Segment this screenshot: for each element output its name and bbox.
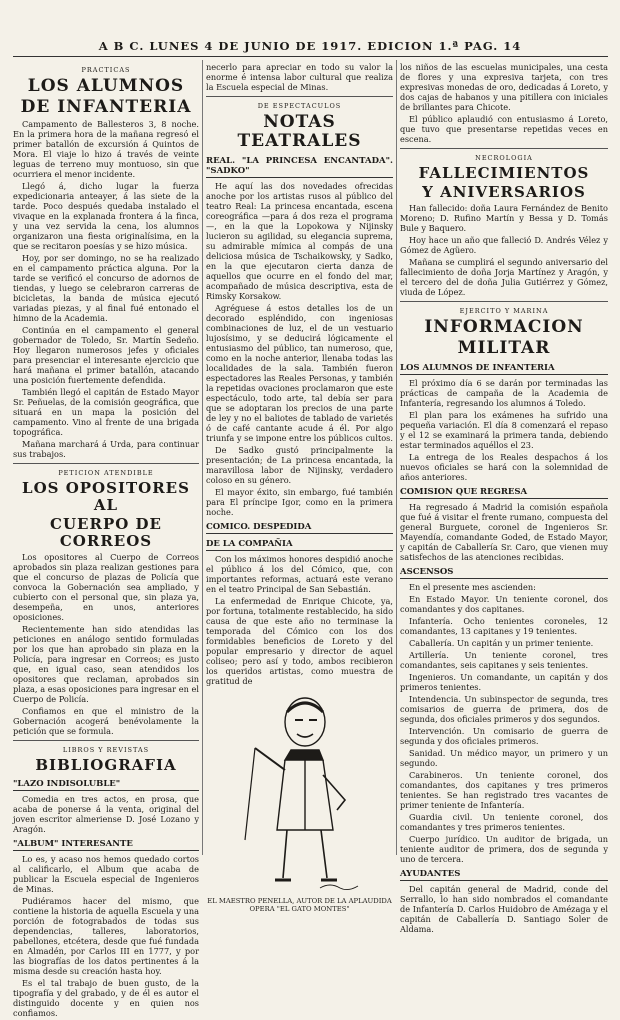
artist-signature xyxy=(320,885,358,890)
section-rule xyxy=(13,740,199,741)
paragraph: Carabineros. Un teniente coronel, dos comandantes, dos capitanes y tres primeros tenientes. Se han registrado tres vacantes de primer teniente de Infantería. xyxy=(400,770,608,810)
section-label: EJERCITO Y MARINA xyxy=(459,307,549,315)
paragraph: También llegó el capitán de Estado Mayor Sr. Peñuelas, de la comisión geográfica, que situará en un mapa la posición del campamento. Vino al frente de una brigada topográfica. xyxy=(13,387,199,437)
paragraph: Sanidad. Un médico mayor, un primero y un segundo. xyxy=(400,748,608,768)
paragraph: Caballería. Un capitán y un primer teniente. xyxy=(409,638,594,648)
column-divider-1 xyxy=(202,60,203,855)
paragraph: Los opositores al Cuerpo de Correos aprobados sin plaza realizan gestiones para que el concurso de plazas de Policía que convoca la Gobernación sea ampliado, y cubierto con el personal que, sin plaza ya, desempeña, en unos, anteriores oposiciones. xyxy=(13,552,199,622)
paragraph: El próximo día 6 se darán por terminadas las prácticas de campaña de la Academia de Infantería, regresando los alumnos á Toledo. xyxy=(400,378,608,408)
paragraph: Han fallecido: doña Laura Fernández de Benito Moreno; D. Rufino Martín y Bessa y D. Tomás Bule y Baquero. xyxy=(400,203,608,233)
headline: BIBLIOGRAFIA xyxy=(35,756,177,774)
paragraph: Mañana se cumplirá el segundo aniversario del fallecimiento de doña Jorja Martínez y Aragón, y el tercero del de doña Julia Gutiérrez y Gómez, viuda de López. xyxy=(400,257,608,297)
subheading: REAL. "LA PRINCESA ENCANTADA". "SADKO" xyxy=(206,156,393,176)
column-1 xyxy=(13,62,199,1020)
headline: LOS ALUMNOS xyxy=(27,76,185,96)
subheading: AYUDANTES xyxy=(400,868,608,881)
caricature-hair xyxy=(287,703,323,712)
header-rule xyxy=(13,56,608,57)
subheading: LOS ALUMNOS DE INFANTERIA xyxy=(400,362,608,375)
section-rule xyxy=(400,301,608,302)
headline: LOS OPOSITORES AL xyxy=(22,479,190,514)
paragraph: El mayor éxito, sin embargo, fué también para El príncipe Igor, como en la primera noche. xyxy=(206,487,393,517)
subheading: COMICO. DESPEDIDA xyxy=(206,521,393,534)
paragraph: Comedia en tres actos, en prosa, que acaba de ponerse á la venta, original del joven escritor almeriense D. José Lozano y Aragón. xyxy=(13,794,199,834)
headline: INFORMACION xyxy=(424,317,584,337)
paragraph: De Sadko gustó principalmente la presentación; de La princesa encantada, la maravillosa labor de Nijinsky, verdadero coloso en su género. xyxy=(206,445,393,485)
section-label: PRACTICAS xyxy=(81,66,131,74)
paragraph: En el presente mes ascienden: xyxy=(409,582,536,592)
paragraph: necerlo para apreciar en todo su valor la enorme é intensa labor cultural que realiza la Escuela especial de Minas. xyxy=(206,62,393,92)
paragraph: los niños de las escuelas municipales, una cesta de flores y una expresiva tarjeta, con tres expresivas monedas de oro, dedicadas á Loreto, y dos cajas de habanos y una pitillera con iniciales de brillantes para Chicote. xyxy=(400,62,608,112)
caricature-legs xyxy=(283,830,327,878)
paragraph: Confiamos en que el ministro de la Gobernación acogerá benévolamente la petición que se formula. xyxy=(13,706,199,736)
page-header: A B C. LUNES 4 DE JUNIO DE 1917. EDICION 1.ª PAG. 14 xyxy=(98,39,522,53)
caricature-baton xyxy=(245,748,255,840)
paragraph: Mañana marchará á Urda, para continuar sus trabajos. xyxy=(13,439,199,459)
column-2 xyxy=(206,62,393,913)
subheading: DE LA COMPAÑIA xyxy=(206,538,393,551)
paragraph: Continúa en el campamento el general gobernador de Toledo, Sr. Martín Sedeño. Hoy llegaron numerosos jefes y oficiales para presenciar el interesante ejercicio que hará mañana el primer batallón, atacando una posición fuertemente defendida. xyxy=(13,325,199,385)
headline: DE INFANTERIA xyxy=(20,97,192,117)
paragraph: Intervención. Un comisario de guerra de segunda y dos oficiales primeros. xyxy=(400,726,608,746)
column-3 xyxy=(400,62,608,936)
image-caption: EL MAESTRO PENELLA, AUTOR DE LA APLAUDIDA OPERA "EL GATO MONTES" xyxy=(207,897,392,913)
paragraph: Hoy, por ser domingo, no se ha realizado en el campamento práctica alguna. Por la tarde se verificó el concurso de adornos de tiendas, y luego se celebraron carreras de bicicletas, la banda de música ejecutó variadas piezas, y al final fué entonado el himno de la Academia. xyxy=(13,253,199,323)
paragraph: Llegó á, dicho lugar la fuerza expedicionaria anteayer, á las siete de la tarde. Poco después quedaba instalado el vivaque en la explanada frontera á la finca, y una vez servida la cena, los alumnos organizaron una fiesta originalísima, en la que se recitaron poesías y se hizo música. xyxy=(13,181,199,251)
paragraph: Del capitán general de Madrid, conde del Serrallo, lo han sido nombrados el comandante de Infantería D. Carlos Huidobro de Amézaga y el capitán de Caballería D. Santiago Soler de Aldama. xyxy=(400,884,608,934)
paragraph: Campamento de Ballesteros 3, 8 noche. En la primera hora de la mañana regresó el primer batallón de excursión á Quintos de Mora. El viaje lo hizo á través de veinte leguas de terreno muy montuoso, sin que ocurriera el menor incidente. xyxy=(13,119,199,179)
caricature-head xyxy=(285,698,325,746)
paragraph: El plan para los exámenes ha sufrido una pequeña variación. El día 8 comenzará el repaso y el 12 se examinará la primera tanda, debiendo estar terminados aquéllos el 23. xyxy=(400,410,608,450)
caricature-arm-raised xyxy=(255,748,285,770)
subheading: "LAZO INDISOLUBLE" xyxy=(13,778,199,791)
headline: NOTAS TEATRALES xyxy=(237,112,362,151)
paragraph: Hoy hace un año que falleció D. Andrés Vélez y Gómez de Agüero. xyxy=(400,235,608,255)
paragraph: Es el tal trabajo de buen gusto, de la tipografía y del grabado, y de él es autor el distinguido docente y en quien nos confiamos. xyxy=(13,978,199,1018)
headline: Y ANIVERSARIOS xyxy=(422,183,586,201)
section-label: NECROLOGIA xyxy=(475,154,533,162)
column-divider-2 xyxy=(396,60,397,855)
subheading: ASCENSOS xyxy=(400,566,608,579)
paragraph: Agréguese á estos detalles los de un decorado espléndido, con ingeniosas combinaciones de luz, el de un vestuario lujosísimo, y se deducirá lógicamente el entusiasmo del público, tan numeroso, que, como en la noche anterior, llenaba todas las localidades de la sala. También fueron espectadores las Reales Personas, y también la repetidas ovaciones proclamaron que este espectáculo, todo arte, tal debía ser para que se adoptaran los precios de una parte de ley y no el baliotes de tablado de varietés ó de café cantante acude á él. Por algo triunfa y se impone entre los públicos cultos. xyxy=(206,303,393,443)
paragraph: Con los máximos honores despidió anoche el público á los del Cómico, que, con importantes reformas, actuará este verano en el teatro Principal de San Sebastián. xyxy=(206,554,393,594)
paragraph: Cuerpo jurídico. Un auditor de brigada, un teniente auditor de primera, dos de segunda y uno de tercera. xyxy=(400,834,608,864)
penella-caricature xyxy=(225,690,375,895)
paragraph: La entrega de los Reales despachos á los nuevos oficiales se hará con la solemnidad de años anteriores. xyxy=(400,452,608,482)
paragraph: El público aplaudió con entusiasmo á Loreto, que tuvo que presentarse repetidas veces en escena. xyxy=(400,114,608,144)
headline: FALLECIMIENTOS xyxy=(418,164,590,182)
paragraph: Ha regresado á Madrid la comisión española que fué á visitar el frente rumano, compuesta del general Burguete, coronel de Ingenieros Sr. Mayendía, comandante Goded, de Estado Mayor, y capitán de Caballería Sr. Caro, que vienen muy satisfechos de las atenciones recibidas. xyxy=(400,502,608,562)
paragraph: Recientemente han sido atendidas las peticiones en análogo sentido formuladas por los que han aprobado sin plaza en la Policía, para ingresar en Correos; es justo que, en igual caso, sean atendidos los opositores que reclaman, aprobados sin plaza, a esas oposiciones para ingresar en el Cuerpo de Policía. xyxy=(13,624,199,704)
headline: MILITAR xyxy=(457,338,551,358)
section-rule xyxy=(400,148,608,149)
paragraph: He aquí las dos novedades ofrecidas anoche por los artistas rusos al público del teatro Real: La princesa encantada, escena coreográfica —para á dos reza el programa—, en la que la Lopokowa y Nijinsky lucieron su agilidad, su elegancia suprema, su admirable mímica al compás de una deliciosa música de Tschaikowsky, y Sadko, en la que ejecutaron cierta danza de aquellos que ocurre en el fondo del mar, acompañado de música descriptiva, esta de Rimsky Korsakow. xyxy=(206,181,393,301)
paragraph: En Estado Mayor. Un teniente coronel, dos comandantes y dos capitanes. xyxy=(400,594,608,614)
paragraph: Ingenieros. Un comandante, un capitán y dos primeros tenientes. xyxy=(400,672,608,692)
paragraph: Pudiéramos hacer del mismo, que contiene la historia de aquella Escuela y una porción de fotograbados de todas sus dependencias, talleres, laboratorios, pabellones, etcétera, desde que fué fundada en Almadén, por Carlos III en 1777, y por las biografías de los datos pertinentes á la misma desde su creación hasta hoy. xyxy=(13,896,199,976)
paragraph: Infantería. Ocho tenientes coroneles, 12 comandantes, 13 capitanes y 19 tenientes. xyxy=(400,616,608,636)
subheading: "ALBUM" INTERESANTE xyxy=(13,838,199,851)
section-label: PETICION ATENDIBLE xyxy=(58,469,154,477)
section-label: LIBROS Y REVISTAS xyxy=(62,746,150,754)
paragraph: La enfermedad de Enrique Chicote, ya, por fortuna, totalmente restablecido, ha sido causa de que este año no terminase la temporada del Cómico con los dos formidables beneficios de Loreto y del popular empresario y director de aquel coliseo; pero así y todo, ambos recibieron los queridos artistas, como muestra de gratitud de xyxy=(206,596,393,686)
caricature-collar xyxy=(285,750,323,760)
section-rule xyxy=(206,96,393,97)
paragraph: Artillería. Un teniente coronel, tres comandantes, seis capitanes y seis tenientes. xyxy=(400,650,608,670)
paragraph: Lo es, y acaso nos hemos quedado cortos al calificarlo, el Album que acaba de publicar la Escuela especial de Ingenieros de Minas. xyxy=(13,854,199,894)
subheading: COMISION QUE REGRESA xyxy=(400,486,608,499)
paragraph: Guardia civil. Un teniente coronel, dos comandantes y tres primeros tenientes. xyxy=(400,812,608,832)
headline: CUERPO DE CORREOS xyxy=(50,515,162,550)
paragraph: Intendencia. Un subinspector de segunda, tres comisarios de guerra de primera, dos de segunda, dos oficiales primeros y dos segundos. xyxy=(400,694,608,724)
section-rule xyxy=(13,463,199,464)
section-label: DE ESPECTACULOS xyxy=(257,102,342,110)
